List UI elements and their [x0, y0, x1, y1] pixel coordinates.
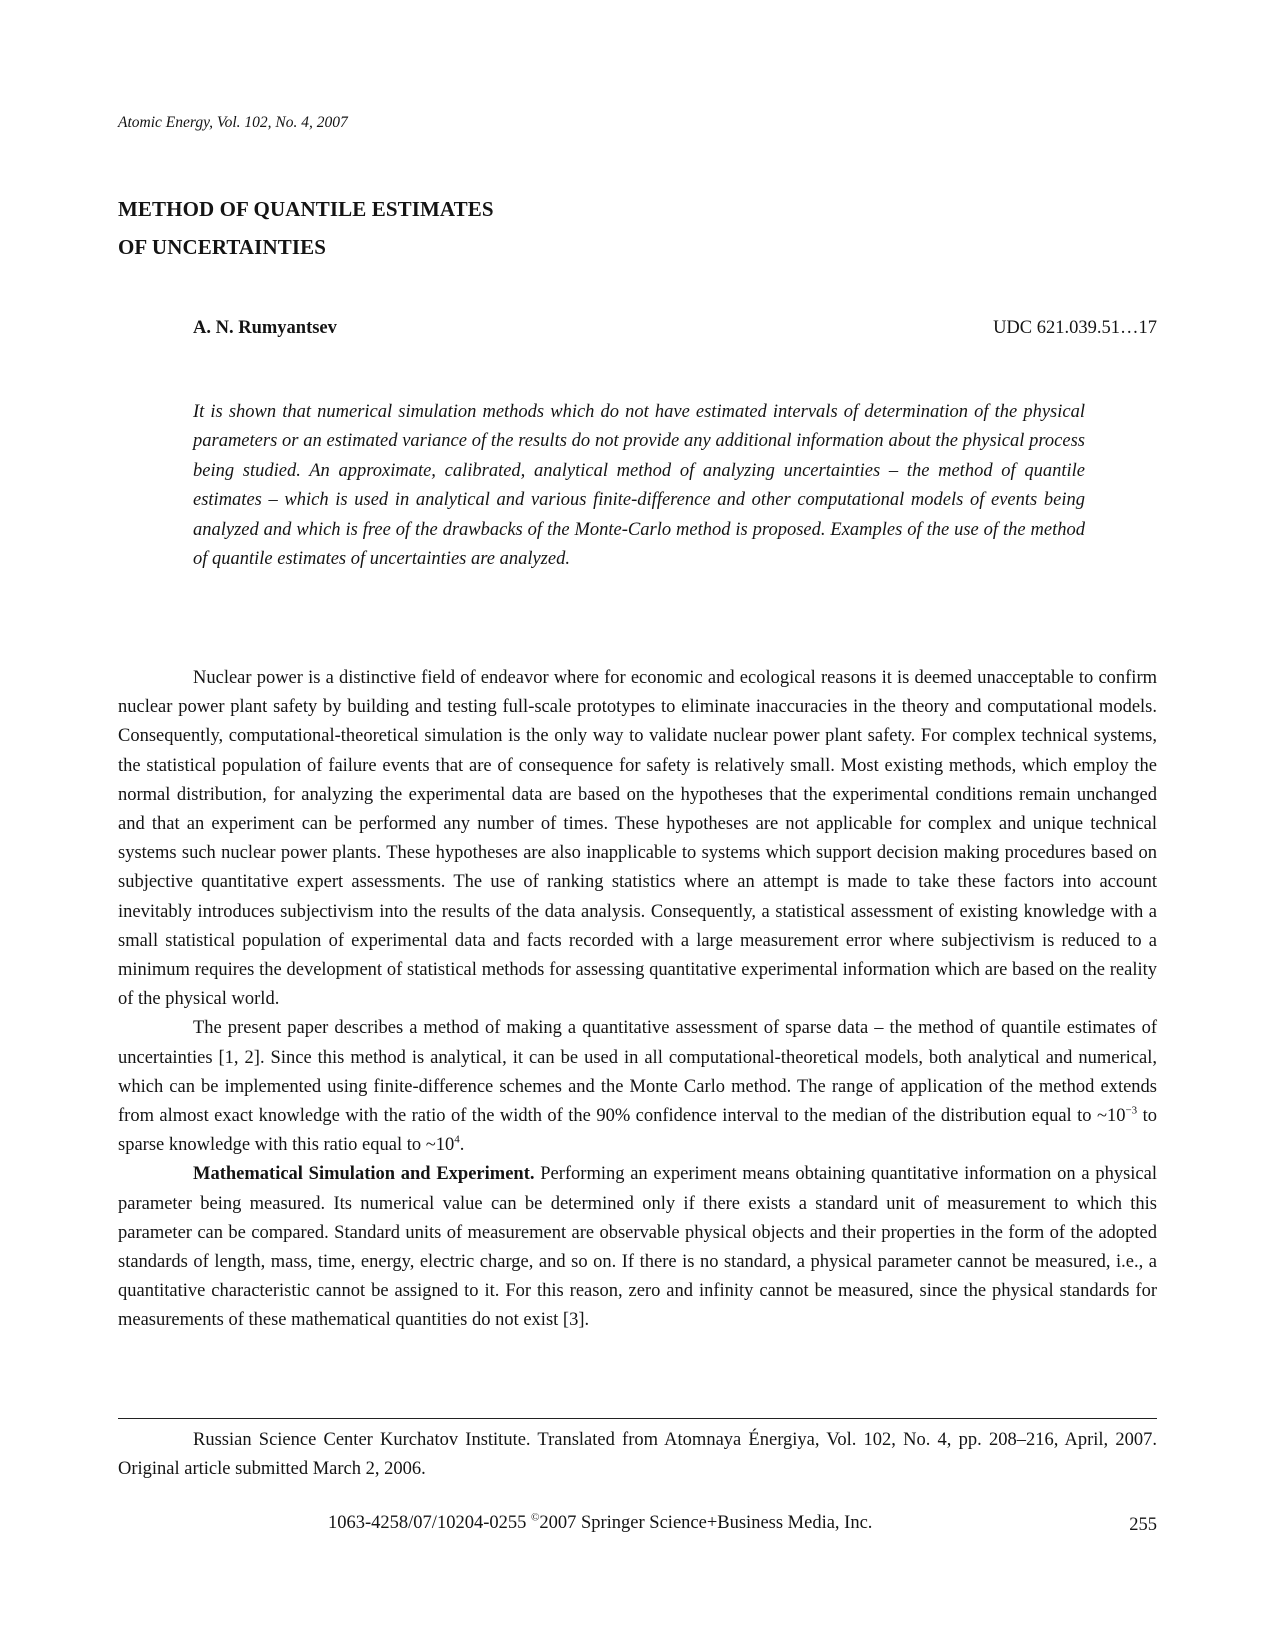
author-name: A. N. Rumyantsev — [193, 318, 337, 338]
abstract: It is shown that numerical simulation methods which do not have estimated intervals of determination of the physical parameters or an estimated variance of the results do not provide any additional information about the physical process being studied. An approximate, calibrated, analytical method of analyzing uncertainties – the method of quantile estimates – which is used in analytical and various finite-difference and other computational models of events being analyzed and which is free of the drawbacks of the Monte-Carlo method is proposed. Examples of the use of the method of quantile estimates of uncertainties are analyzed. — [193, 402, 1085, 570]
body-text — [118, 664, 1157, 1336]
journal-citation: Atomic Energy, Vol. 102, No. 4, 2007 — [118, 114, 348, 131]
body-paragraph-2 — [118, 1014, 1157, 1160]
body-paragraph-3 — [118, 1160, 1157, 1335]
article-title-line-1: METHOD OF QUANTILE ESTIMATES — [118, 197, 494, 221]
article-title — [118, 190, 494, 266]
exponent-four: 4 — [454, 1133, 460, 1146]
exponent-minus-three: −3 — [1125, 1104, 1138, 1117]
paragraph-2-text-c: . — [459, 1135, 465, 1156]
udc-code: UDC 621.039.51…17 — [993, 318, 1157, 338]
section-heading: Mathematical Simulation and Experiment. — [193, 1164, 535, 1185]
copyright-line — [328, 1513, 872, 1534]
footnote: Russian Science Center Kurchatov Institute. Translated from Atomnaya Énergiya, Vol. 102, No. 4, pp. 208–216, April, 2007. Original article submitted March 2, 2006. — [118, 1430, 1157, 1480]
body-paragraph-1: Nuclear power is a distinctive field of endeavor where for economic and ecological reasons it is deemed unacceptable to confirm nuclear power plant safety by building and testing full-scale prototypes to eliminate inaccuracies in the theory and computational models. Consequently, computational-theoretical simulation is the only way to validate nuclear power plant safety. For complex technical systems, the statistical population of failure events that are of consequence for safety is relatively small. Most existing methods, which employ the normal distribution, for analyzing the experimental data are based on the hypotheses that the experimental conditions remain unchanged and that an experiment can be performed any number of times. These hypotheses are not applicable for complex and unique technical systems such nuclear power plants. These hypotheses are also inapplicable to systems which support decision making procedures based on subjective quantitative expert assessments. The use of ranking statistics where an attempt is made to take these factors into account inevitably introduces subjectivism into the results of the data analysis. Consequently, a statistical assessment of existing knowledge with a small statistical population of experimental data and facts recorded with a large measurement error where subjectivism is reduced to a minimum requires the development of statistical methods for assessing quantitative experimental information which are based on the reality of the physical world. — [118, 668, 1157, 1010]
issn-code: 1063-4258/07/10204-0255 — [328, 1513, 531, 1533]
paragraph-2-text-b: to sparse knowledge with this ratio equal to ~10 — [118, 1106, 1158, 1156]
copyright-text: 2007 Springer Science+Business Media, Inc. — [539, 1513, 873, 1533]
paragraph-2-text-a: The present paper describes a method of making a quantitative assessment of sparse data – the method of quantile estimates of uncertainties [1, 2]. Since this method is analytical, it can be used in all computational-theoretical models, both analytical and numerical, which can be implemented using finite-difference schemes and the Monte Carlo method. The range of application of the method extends from almost exact knowledge with the ratio of the width of the 90% confidence interval to the median of the distribution equal to ~10 — [118, 1018, 1157, 1127]
article-title-line-2: OF UNCERTAINTIES — [118, 235, 326, 259]
paragraph-3-text: Performing an experiment means obtaining quantitative information on a physical parameter being measured. Its numerical value can be determined only if there exists a standard unit of measurement to which this parameter can be compared. Standard units of measurement are observable physical objects and their properties in the form of the adopted standards of length, mass, time, energy, electric charge, and so on. If there is no standard, a physical parameter cannot be measured, i.e., a quantitative characteristic cannot be assigned to it. For this reason, zero and infinity cannot be measured, since the physical standards for measurements of these mathematical quantities do not exist [3]. — [118, 1164, 1157, 1331]
page-number: 255 — [1129, 1515, 1157, 1535]
copyright-symbol: © — [530, 1511, 540, 1524]
footnote-divider — [118, 1418, 1157, 1419]
